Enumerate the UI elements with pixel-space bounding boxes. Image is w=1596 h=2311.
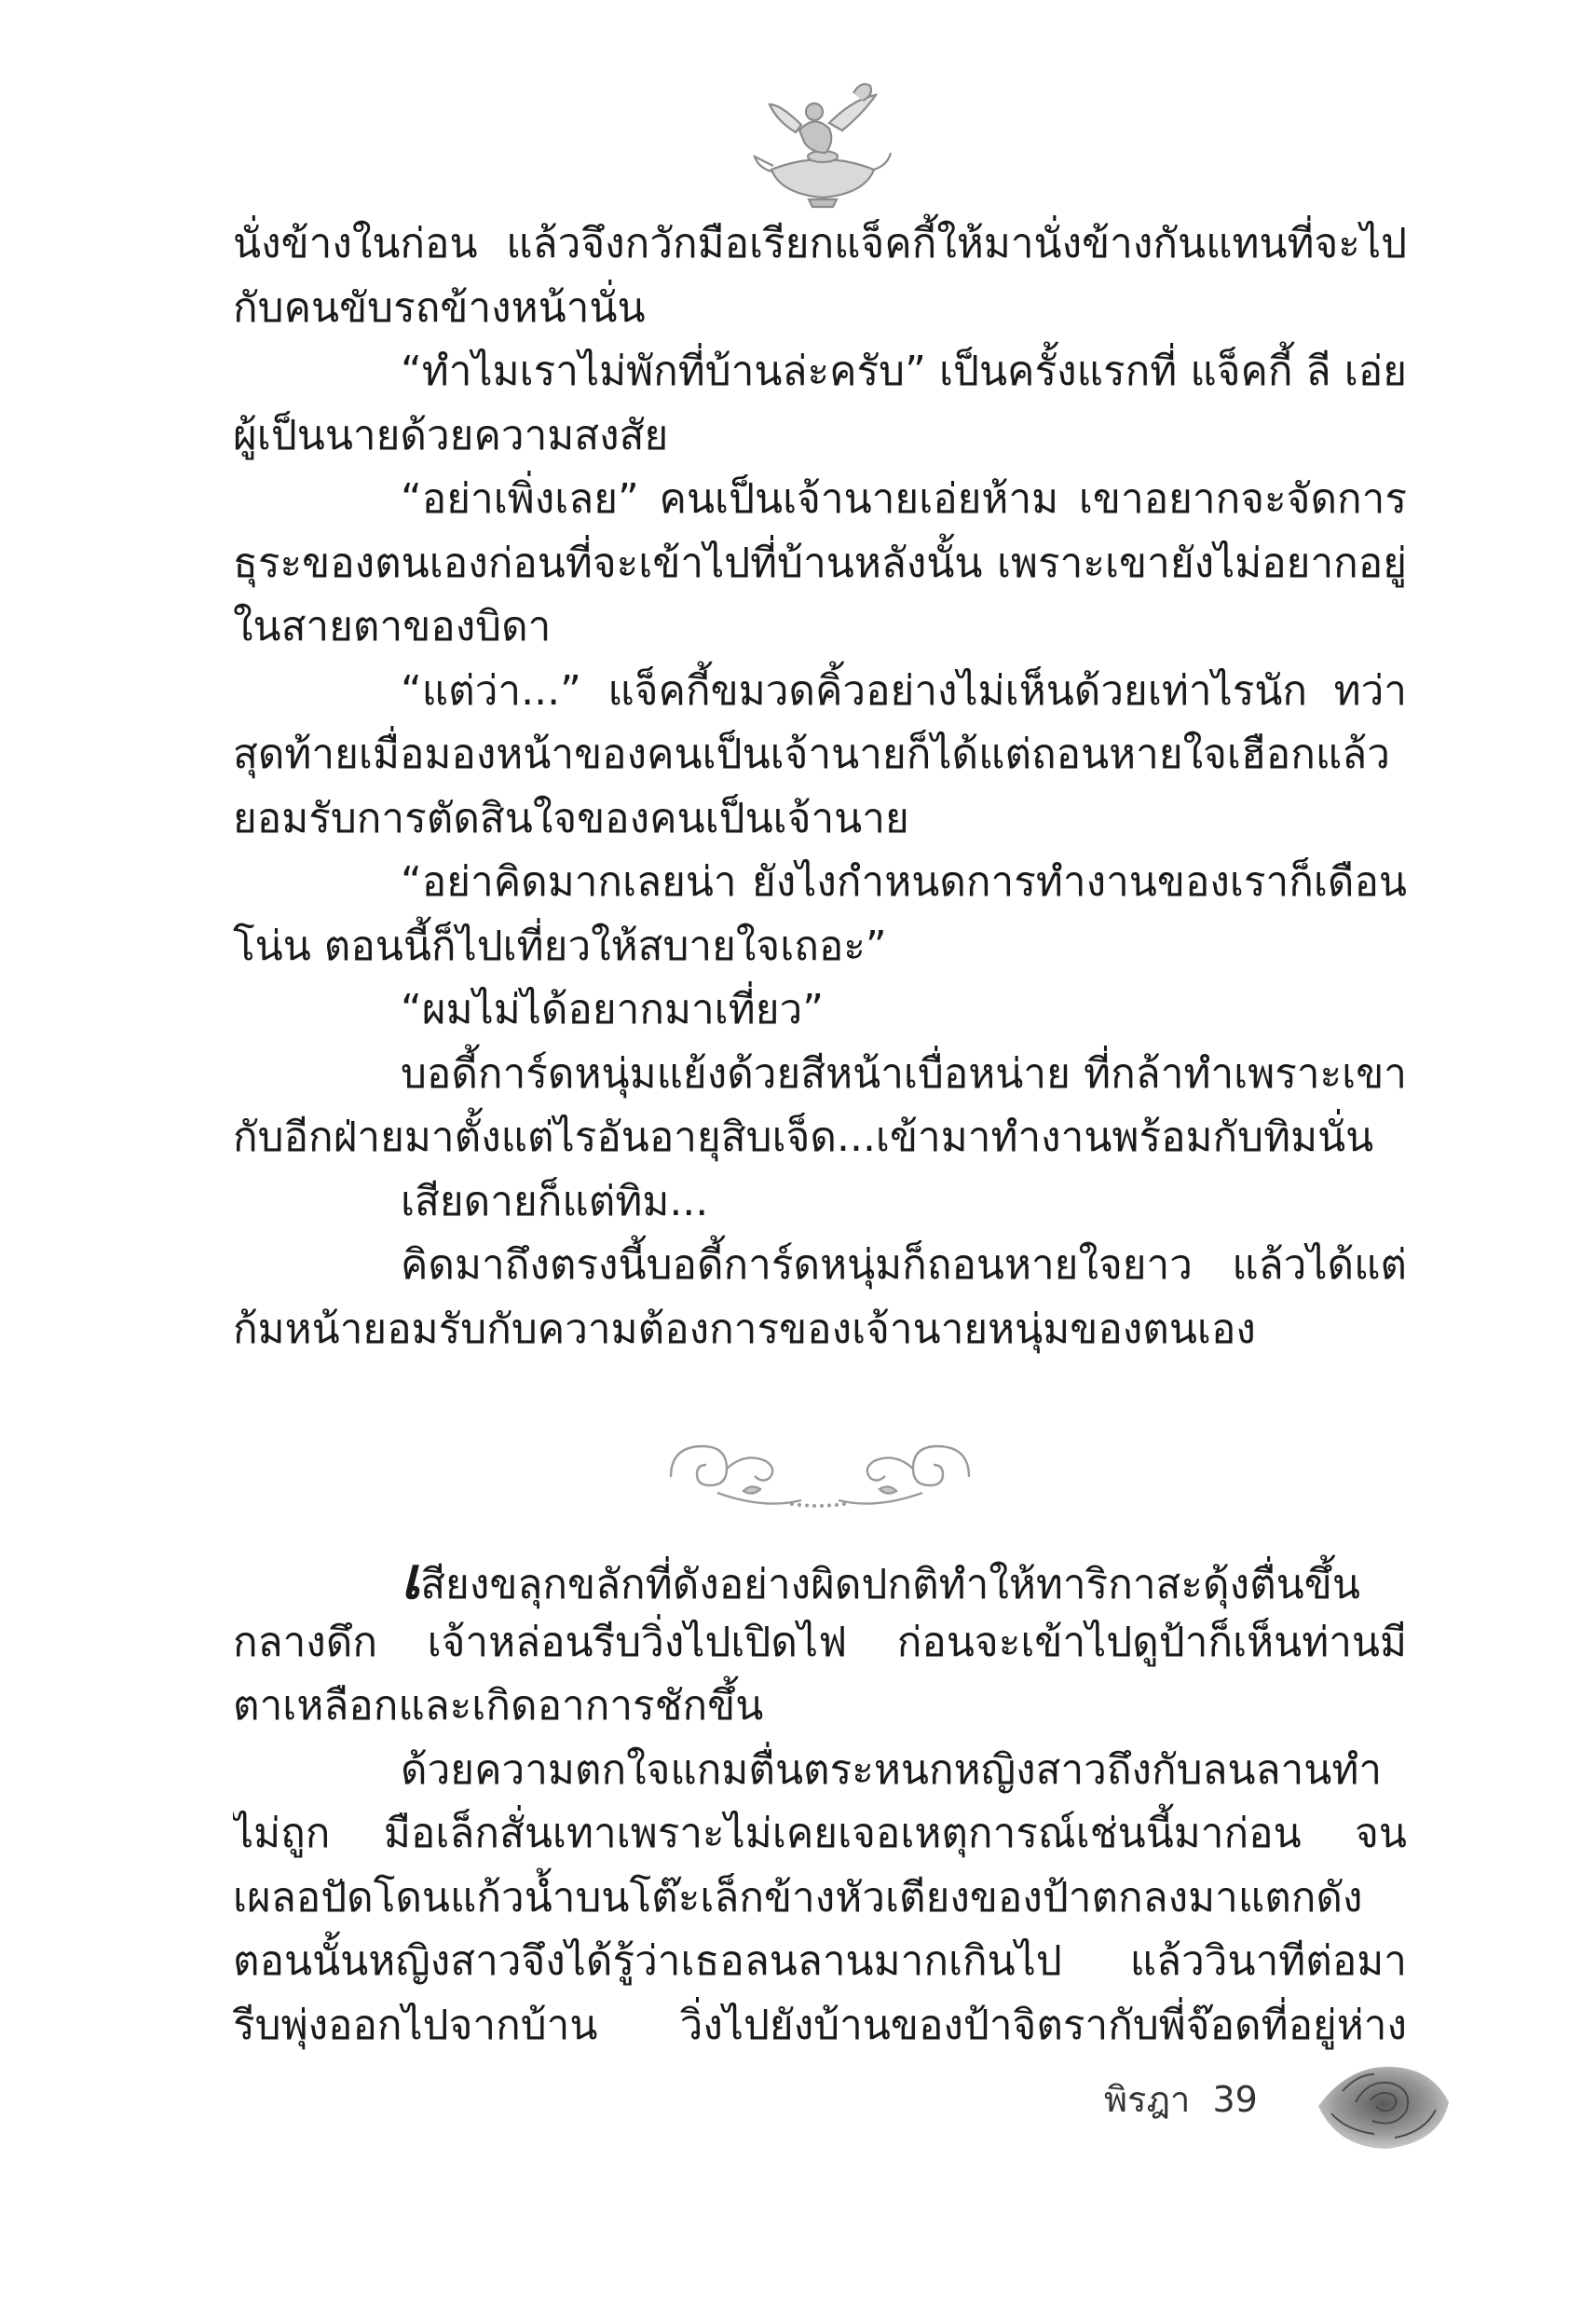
text-line: นั่งข้างในก่อน แล้วจึงกวักมือเรียกแจ็คกี้ให้มานั่งข้างกันแทนที่จะไป bbox=[233, 220, 1407, 267]
text-line: เสียดายก็แต่ทิม... bbox=[401, 1177, 709, 1225]
page-footer bbox=[1104, 2076, 1258, 2123]
text-line: ในสายตาของบิดา bbox=[233, 603, 552, 650]
text-line: “แต่ว่า...” แจ็คกี้ขมวดคิ้วอย่างไม่เห็นด้วยเท่าไรนัก ทว่า bbox=[401, 666, 1407, 715]
text-line: กับคนขับรถข้างหน้านั่น bbox=[233, 283, 646, 332]
text-line: “ผมไม่ได้อยากมาเที่ยว” bbox=[401, 986, 825, 1033]
drop-cap: เ bbox=[401, 1547, 421, 1611]
text-line: โน่น ตอนนี้ก็ไปเที่ยวให้สบายใจเถอะ” bbox=[233, 922, 887, 970]
section-2 bbox=[233, 1547, 1407, 2058]
text-line: เผลอปัดโดนแก้วน้ำบนโต๊ะเล็กข้างหัวเตียงของป้าตกลงมาแตกดัง bbox=[233, 1873, 1363, 1921]
text-line: ไม่ถูก มือเล็กสั่นเทาเพราะไม่เคยเจอเหตุการณ์เช่นนี้มาก่อน จน bbox=[233, 1810, 1407, 1857]
page-number: 39 bbox=[1212, 2079, 1258, 2120]
text-line: สุดท้ายเมื่อมองหน้าของคนเป็นเจ้านายก็ได้แต่ถอนหายใจเฮือกแล้ว bbox=[233, 731, 1390, 778]
text-line: “อย่าเพิ่งเลย” คนเป็นเจ้านายเอ่ยห้าม เขาอยากจะจัดการ bbox=[401, 475, 1407, 523]
first-line-text: สียงขลุกขลักที่ดังอย่างผิดปกติทำให้ทาริกาสะดุ้งตื่นขึ้น bbox=[420, 1561, 1360, 1608]
text-line: คิดมาถึงตรงนี้บอดี้การ์ดหนุ่มก็ถอนหายใจยาว แล้วได้แต่ bbox=[401, 1241, 1407, 1289]
text-line: ผู้เป็นนายด้วยความสงสัย bbox=[233, 411, 669, 459]
scroll-flourish-divider-icon bbox=[662, 1435, 978, 1519]
text-line: ตาเหลือกและเกิดอาการชักขึ้น bbox=[233, 1682, 764, 1730]
text-line: ก้มหน้ายอมรับกับความต้องการของเจ้านายหนุ่มของตนเอง bbox=[233, 1305, 1256, 1353]
text-line: ยอมรับการตัดสินใจของคนเป็นเจ้านาย bbox=[233, 794, 909, 842]
rose-icon bbox=[1309, 2041, 1458, 2162]
text-line: รีบพุ่งออกไปจากบ้าน วิ่งไปยังบ้านของป้าจิตรากับพี่จ๊อดที่อยู่ห่าง bbox=[233, 2001, 1407, 2049]
text-line bbox=[233, 1547, 1407, 1611]
text-line: กับอีกฝ่ายมาตั้งแต่ไรอันอายุสิบเจ็ด...เข้ามาทำงานพร้อมกับทิมนั่น bbox=[233, 1114, 1374, 1161]
text-line: “ทำไมเราไม่พักที่บ้านล่ะครับ” เป็นครั้งแรกที่ แจ็คกี้ ลี เอ่ย bbox=[401, 348, 1407, 395]
section-1 bbox=[233, 212, 1407, 1361]
author-name: พิรฎา bbox=[1104, 2079, 1191, 2120]
text-line: บอดี้การ์ดหนุ่มแย้งด้วยสีหน้าเบื่อหน่าย ที่กล้าทำเพราะเขา bbox=[401, 1049, 1407, 1098]
text-line: ธุระของตนเองก่อนที่จะเข้าไปที่บ้านหลังนั้น เพราะเขายังไม่อยากอยู่ bbox=[233, 539, 1407, 587]
text-line: “อย่าคิดมากเลยน่า ยังไงกำหนดการทำงานของเราก็เดือน bbox=[401, 858, 1407, 906]
text-line: ด้วยความตกใจแกมตื่นตระหนกหญิงสาวถึงกับลนลานทำ bbox=[401, 1745, 1383, 1794]
text-line: ตอนนั้นหญิงสาวจึงได้รู้ว่าเธอลนลานมากเกินไป แล้ววินาทีต่อมา bbox=[233, 1937, 1407, 1985]
text-line: กลางดึก เจ้าหล่อนรีบวิ่งไปเปิดไฟ ก่อนจะเข้าไปดูป้าก็เห็นท่านมี bbox=[233, 1618, 1407, 1666]
genie-lamp-cupid-icon bbox=[753, 76, 893, 209]
